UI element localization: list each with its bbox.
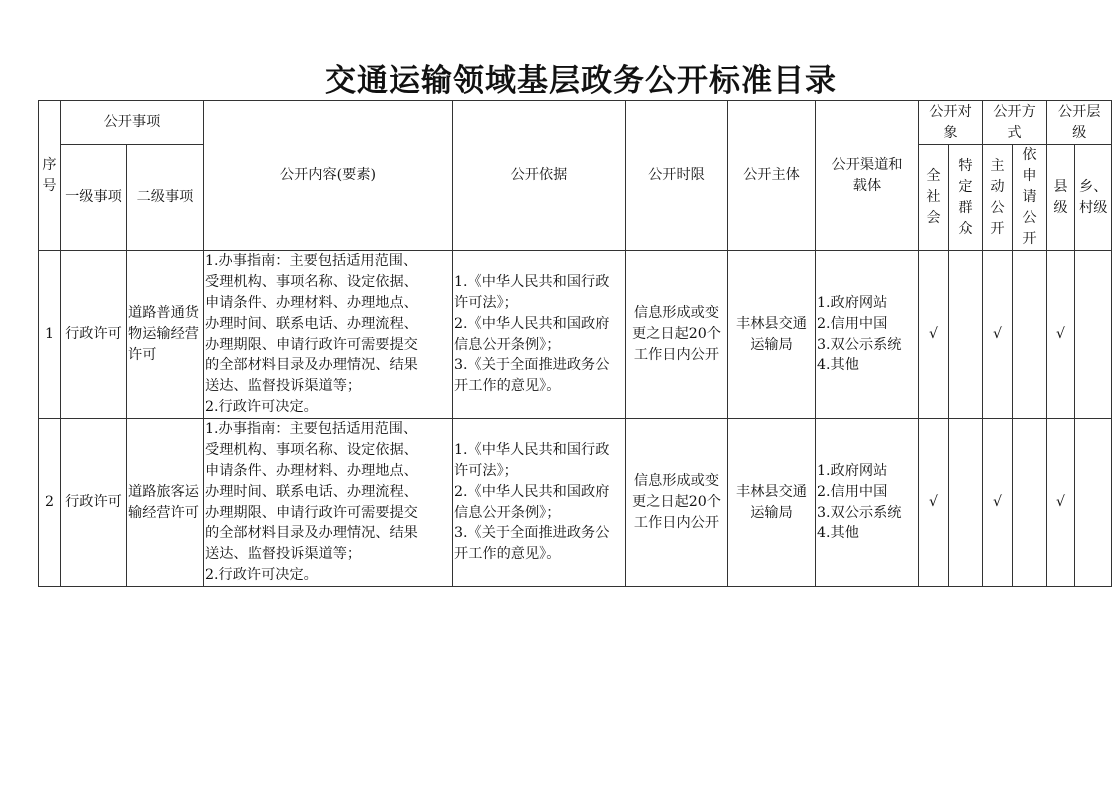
content-line: 申请条件、办理材料、办理地点、 (205, 294, 418, 311)
basis-line: 许可法》； (454, 462, 518, 479)
header-method-active: 主动公开 (983, 145, 1013, 251)
channel-line: 4.其他 (817, 357, 859, 374)
header-seq: 序号 (39, 101, 61, 251)
row-level2: 道路旅客运输经营许可 (127, 419, 204, 587)
row-target-specific (949, 251, 983, 419)
row-method-apply (1013, 419, 1047, 587)
content-line: 办理时间、联系电话、办理流程、 (205, 315, 418, 332)
table-row (39, 419, 1112, 587)
channel-line: 1.政府网站 (817, 462, 888, 479)
content-line: 送达、监督投诉渠道等； (205, 378, 362, 395)
row-method-active: √ (983, 251, 1013, 419)
row-target-all: √ (919, 419, 949, 587)
channel-line: 1.政府网站 (817, 294, 888, 311)
header-gkxx: 公开事项 (61, 101, 204, 145)
content-line: 办理期限、申请行政许可需要提交 (205, 336, 418, 353)
channel-line: 3.双公示系统 (817, 336, 902, 353)
header-level1: 一级事项 (61, 145, 127, 251)
content-line: 1.办事指南：主要包括适用范围、 (205, 253, 418, 270)
basis-line: 3.《关于全面推进政务公 (454, 357, 610, 374)
basis-line: 2.《中华人民共和国政府 (454, 483, 610, 500)
row-deadline: 信息形成或变更之日起20个工作日内公开 (626, 251, 728, 419)
basis-line: 1.《中华人民共和国行政 (454, 274, 610, 291)
header-target: 公开对象 (919, 101, 983, 145)
channel-line: 3.双公示系统 (817, 504, 902, 521)
header-target-all: 全社会 (919, 145, 949, 251)
row-level-county: √ (1047, 251, 1075, 419)
content-line: 受理机构、事项名称、设定依据、 (205, 442, 418, 459)
row-level-county: √ (1047, 419, 1075, 587)
content-line: 受理机构、事项名称、设定依据、 (205, 274, 418, 291)
basis-line: 1.《中华人民共和国行政 (454, 442, 610, 459)
row-content (204, 251, 453, 419)
header-method-apply: 依申请公开 (1013, 145, 1047, 251)
row-target-all: √ (919, 251, 949, 419)
row-seq: 1 (39, 251, 61, 419)
header-target-specific: 特定群众 (949, 145, 983, 251)
row-target-specific (949, 419, 983, 587)
content-line: 办理期限、申请行政许可需要提交 (205, 504, 418, 521)
row-level1: 行政许可 (61, 419, 127, 587)
header-level-village: 乡、村级 (1075, 145, 1112, 251)
channel-line: 2.信用中国 (817, 315, 888, 332)
header-method: 公开方式 (983, 101, 1047, 145)
row-level2: 道路普通货物运输经营许可 (127, 251, 204, 419)
header-basis: 公开依据 (453, 101, 626, 251)
row-channel (816, 419, 919, 587)
basis-line: 许可法》； (454, 294, 518, 311)
row-basis (453, 251, 626, 419)
content-line: 送达、监督投诉渠道等； (205, 546, 362, 563)
content-line: 的全部材料目录及办理情况、结果 (205, 357, 418, 374)
basis-line: 信息公开条例》； (454, 504, 561, 521)
content-line: 2.行政许可决定。 (205, 398, 318, 415)
content-line: 的全部材料目录及办理情况、结果 (205, 525, 418, 542)
content-line: 2.行政许可决定。 (205, 566, 318, 583)
row-channel (816, 251, 919, 419)
header-level2: 二级事项 (127, 145, 204, 251)
table-row (39, 251, 1112, 419)
row-method-active: √ (983, 419, 1013, 587)
basis-line: 2.《中华人民共和国政府 (454, 315, 610, 332)
row-subject: 丰林县交通运输局 (728, 419, 816, 587)
channel-line: 2.信用中国 (817, 483, 888, 500)
row-method-apply (1013, 251, 1047, 419)
basis-line: 信息公开条例》； (454, 336, 561, 353)
basis-line: 开工作的意见》。 (454, 546, 561, 563)
row-content (204, 419, 453, 587)
row-level1: 行政许可 (61, 251, 127, 419)
header-deadline: 公开时限 (626, 101, 728, 251)
channel-line: 4.其他 (817, 525, 859, 542)
content-line: 办理时间、联系电话、办理流程、 (205, 483, 418, 500)
row-level-village (1075, 419, 1112, 587)
row-deadline: 信息形成或变更之日起20个工作日内公开 (626, 419, 728, 587)
header-subject: 公开主体 (728, 101, 816, 251)
content-line: 申请条件、办理材料、办理地点、 (205, 462, 418, 479)
header-content: 公开内容(要素) (204, 101, 453, 251)
row-level-village (1075, 251, 1112, 419)
row-subject: 丰林县交通运输局 (728, 251, 816, 419)
row-basis (453, 419, 626, 587)
content-line: 1.办事指南：主要包括适用范围、 (205, 421, 418, 438)
basis-line: 3.《关于全面推进政务公 (454, 525, 610, 542)
page-title: 交通运输领域基层政务公开标准目录 (325, 63, 837, 99)
header-level-county: 县级 (1047, 145, 1075, 251)
basis-line: 开工作的意见》。 (454, 378, 561, 395)
catalog-table (38, 100, 1112, 587)
header-channel: 公开渠道和载体 (816, 101, 919, 251)
header-level: 公开层级 (1047, 101, 1112, 145)
row-seq: 2 (39, 419, 61, 587)
